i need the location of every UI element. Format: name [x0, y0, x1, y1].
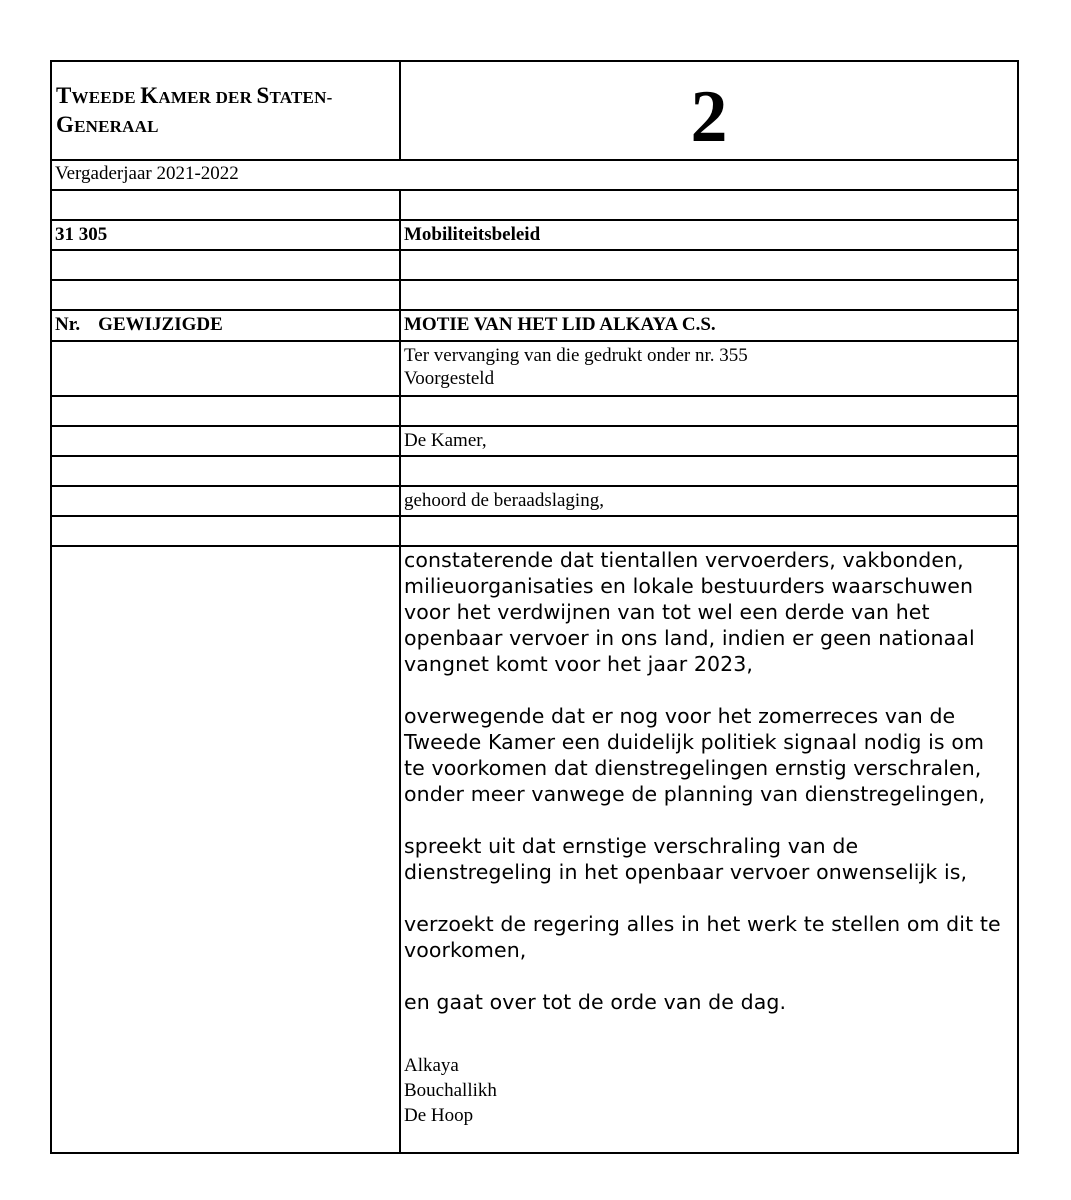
- motion-paragraph: constaterende dat tientallen vervoerders, vakbonden, milieuorganisaties en lokale bestuurders waarschuwen voor het verdwijnen van tot wel een derde van het openbaar vervoer in ons land, indien er geen nationaal vangnet komt voor het jaar 2023,: [404, 548, 975, 676]
- page-number: 2: [690, 76, 728, 158]
- page-number-cell: [401, 62, 1017, 159]
- header-row: [52, 62, 1017, 161]
- session-year: Vergaderjaar 2021-2022: [55, 163, 239, 184]
- heard-deliberation: gehoord de beraadslaging,: [404, 490, 604, 511]
- dossier-title: Mobiliteitsbeleid: [404, 224, 541, 245]
- signers-list: [404, 1053, 497, 1128]
- motion-paragraph: spreekt uit dat ernstige verschraling van de dienstregeling in het openbaar vervoer onwenselijk is,: [404, 834, 968, 884]
- dossier-row: [52, 221, 1017, 251]
- signer: Bouchallikh: [404, 1080, 497, 1101]
- motion-title: MOTIE VAN HET LID ALKAYA C.S.: [404, 314, 716, 335]
- blank-row: [52, 517, 1017, 547]
- blank-row: [52, 191, 1017, 221]
- blank-row: [52, 251, 1017, 281]
- motion-body: [404, 547, 1011, 1015]
- addressee-row: [52, 427, 1017, 457]
- replacement-note: Ter vervanging van die gedrukt onder nr. 355 Voorgesteld: [404, 345, 748, 389]
- motion-number-label: Nr. GEWIJZIGDE: [55, 314, 223, 335]
- heard-row: [52, 487, 1017, 517]
- signer: De Hoop: [404, 1105, 474, 1126]
- motion-status: Voorgesteld: [404, 368, 495, 389]
- signer: Alkaya: [404, 1055, 459, 1076]
- chamber-name: TWEEDE KAMER DER STATEN- GENERAAL: [56, 83, 333, 137]
- addressee: De Kamer,: [404, 430, 487, 451]
- dossier-number: 31 305: [55, 224, 108, 245]
- chamber-cell: [52, 62, 401, 159]
- blank-row: [52, 457, 1017, 487]
- motion-title-row: [52, 311, 1017, 342]
- blank-row: [52, 397, 1017, 427]
- motion-paragraph: en gaat over tot de orde van de dag.: [404, 990, 787, 1014]
- replacement-row: [52, 342, 1017, 397]
- motion-paragraph: overwegende dat er nog voor het zomerreces van de Tweede Kamer een duidelijk politiek signaal nodig is om te voorkomen dat dienstregelingen ernstig verschralen, onder meer vanwege de planning van dienstregelingen,: [404, 704, 986, 806]
- motion-document: [50, 60, 1019, 1154]
- blank-row: [52, 281, 1017, 311]
- motion-paragraph: verzoekt de regering alles in het werk te stellen om dit te voorkomen,: [404, 912, 1001, 962]
- session-row: [52, 161, 1017, 191]
- motion-body-row: [52, 547, 1017, 1152]
